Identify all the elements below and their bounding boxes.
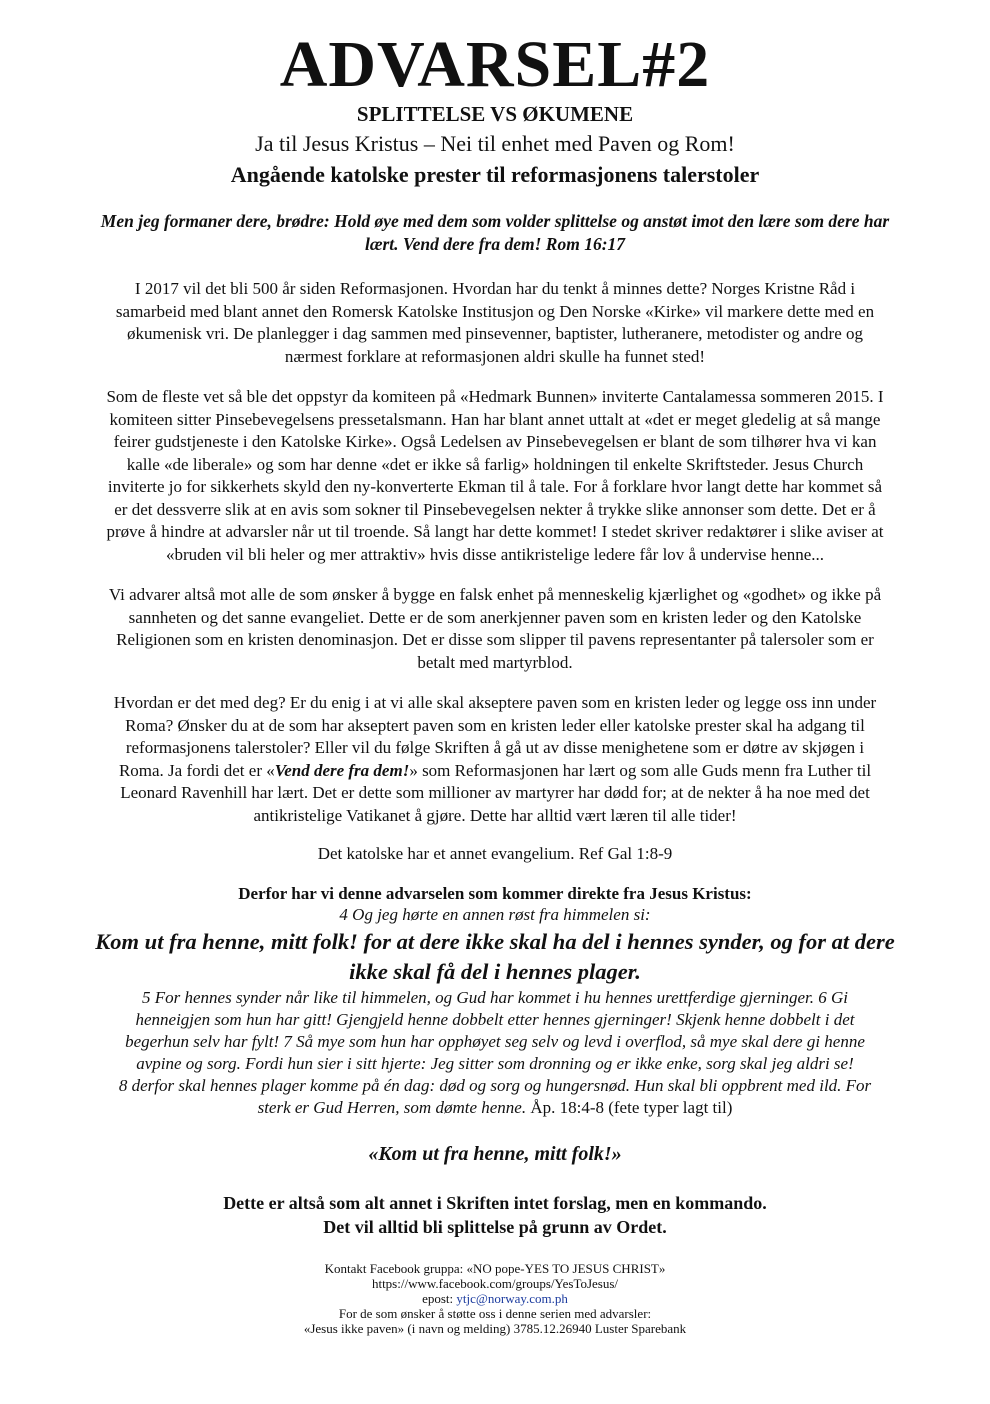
verse-line: lært. Vend dere fra dem! Rom 16:17 [364, 234, 626, 254]
subtitle: SPLITTELSE VS ØKUMENE [356, 102, 634, 126]
verse-4: 4 Og jeg hørte en annen røst fra himmelen si: [339, 905, 651, 924]
kom-ut-verse [42, 927, 948, 987]
tagline: Ja til Jesus Kristus – Nei til enhet med Paven og Rom! [255, 131, 735, 156]
text-line: Roma. Ja fordi det er « [118, 760, 275, 780]
text-line: prøve å hindre at advarsler når ut til troende. Så langt har dette kommet! I stedet skriver redaktører i slike aviser at [106, 522, 884, 541]
text-line: Leonard Ravenhill har lært. Det er dette som millioner av martyrer har dødd for; at de nekter å ha noe med det [120, 783, 870, 802]
rev-line: begerhun selv har fylt! 7 Så mye som hun har opphøyet seg selv og levd i overflod, så mye skal dere gi henne [125, 1032, 865, 1051]
closing-line: Det vil alltid bli splittelse på grunn av Ordet. [323, 1217, 667, 1237]
kom-ut-line: Kom ut fra henne, mitt folk! for at dere ikke skal ha del i hennes synder, og for at dere [95, 929, 895, 954]
paragraph-1 [42, 278, 948, 368]
text-line: Roma? Ønsker du at de som har akseptert paven som en kristen leder eller katolske prester skal ha adgang til [125, 715, 865, 735]
paragraph-4 [42, 692, 948, 827]
gal-reference: Det katolske har et annet evangelium. Ref Gal 1:8-9 [317, 844, 673, 863]
warning-intro: Derfor har vi denne advarselen som kommer direkte fra Jesus Kristus: [238, 884, 752, 903]
kom-ut-line: ikke skal få del i hennes plager. [349, 959, 641, 984]
rev-line: henneigjen som hun har gitt! Gjengjeld henne dobbelt etter hennes gjerninger! Skjenk henne dobbelt i det [135, 1010, 855, 1029]
text-line: nærmest forklare at reformasjonen aldri skulle ha funnet sted! [284, 346, 706, 366]
text-line: inviterte jo for sikkerhets skyld den ny-konverterte Ekman til å tale. For å forklare hvor langt dette har kommet så [107, 477, 883, 496]
page-title: ADVARSEL#2 [279, 28, 711, 101]
email-link[interactable]: ytjc@norway.com.ph [456, 1291, 568, 1306]
contact-block [42, 1261, 948, 1336]
rev-line: avpine og sorg. Fordi hun sier i sitt hjerte: Jeg sitter som dronning og er ikke enke, sorg skal jeg aldri se! [136, 1054, 854, 1073]
facebook-group: Kontakt Facebook gruppa: «NO pope-YES TO JESUS CHRIST» [324, 1261, 666, 1276]
text-line: Religionen som en kristen denominasjon. Det er disse som slipper til pavens representanter på talersoler som er [116, 630, 874, 649]
text-line: kalle «de liberale» og som har denne «det er ikke så farlig» holdningen til enkelte Skriftsteder. Jesus Church [126, 454, 864, 474]
bank-account: «Jesus ikke paven» (i navn og melding) 3785.12.26940 Luster Sparebank [303, 1321, 687, 1336]
paragraph-3 [42, 584, 948, 674]
text-line: Vi advarer altså mot alle de som ønsker å bygge en falsk enhet på menneskelig kjærlighet og «godhet» og ikke på [108, 585, 882, 604]
revelation-passage [42, 987, 948, 1119]
rev-reference: Åp. 18:4-8 (fete typer lagt til) [530, 1098, 733, 1117]
rev-line: sterk er Gud Herren, som dømte henne. [257, 1098, 531, 1117]
text-line: Hvordan er det med deg? Er du enig i at vi alle skal akseptere paven som en kristen leder og legge oss inn under [113, 693, 877, 712]
closing-statement [42, 1191, 948, 1239]
topic-heading: Angående katolske prester til reformasjonens talerstoler [230, 162, 760, 187]
opening-verse [42, 210, 948, 256]
text-line: komiteen sitter Pinsebevegelsens pressetalsmann. Han har blant annet uttalt at «det er meget gledelig at så mange [109, 409, 881, 429]
text-line: sannheten og det sanne evangeliet. Dette er de som anerkjenner paven som en kristen leder og den Katolske [128, 607, 862, 627]
email-label: epost: [422, 1291, 457, 1306]
text-line: økumenisk vri. De planlegger i dag sammen med pinsevenner, baptister, lutheranere, metodister og andre og [126, 324, 864, 343]
emphasis-quote: Vend dere fra dem! [274, 760, 410, 780]
support-text: For de som ønsker å støtte oss i denne serien med advarsler: [338, 1306, 652, 1321]
rev-line: 5 For hennes synder når like til himmelen, og Gud har kommet i hu hennes urettferdige gjerninger. 6 Gi [141, 988, 848, 1007]
text-line: betalt med martyrblod. [417, 652, 573, 672]
kom-ut-quote: «Kom ut fra henne, mitt folk!» [368, 1143, 622, 1165]
text-line: I 2017 vil det bli 500 år siden Reformasjonen. Hvordan har du tenkt å minnes dette? Norges Kristne Råd i [134, 279, 856, 298]
text-line: reformasjonens talerstoler? Eller vil du følge Skriften å gå ut av disse menighetene som er døtre av skjøgen i [125, 738, 865, 757]
facebook-url[interactable]: https://www.facebook.com/groups/YesToJesus/ [371, 1276, 619, 1291]
text-line: feirer gudstjeneste i den Katolske Kirke». Også Ledelsen av Pinsebevegelsen er blant de som tilhører hva vi kan [113, 432, 877, 451]
rev-line: 8 derfor skal hennes plager komme på én dag: død og sorg og hungersnød. Hun skal bli oppbrent med ild. For [118, 1076, 872, 1095]
paragraph-2 [42, 386, 948, 566]
verse-line: Men jeg formaner dere, brødre: Hold øye med dem som volder splittelse og anstøt imot den lære som dere har [100, 211, 890, 231]
text-line: » som Reformasjonen har lært og som alle Guds menn fra Luther til [409, 760, 872, 780]
text-line: er det dessverre slik at en avis som sokner til Pinsebevegelsen nekter å trykke slike annonser som dette. Det er å [114, 499, 876, 519]
text-line: Som de fleste vet så ble det oppstyr da komiteen på «Hedmark Bunnen» inviterte Cantalamessa sommeren 2015. I [106, 387, 884, 406]
closing-line: Dette er altså som alt annet i Skriften intet forslag, men en kommando. [223, 1193, 767, 1213]
text-line: samarbeid med blant annet den Romersk Katolske Institusjon og Den Norske «Kirke» vil markere dette med en [115, 301, 875, 321]
text-line: antikristelige Vatikanet å gjøre. Dette har alltid vært læren til alle tider! [253, 805, 737, 825]
text-line: «bruden vil bli heler og mer attraktiv» hvis disse antikristelige ledere får lov å undervise henne... [165, 544, 825, 564]
